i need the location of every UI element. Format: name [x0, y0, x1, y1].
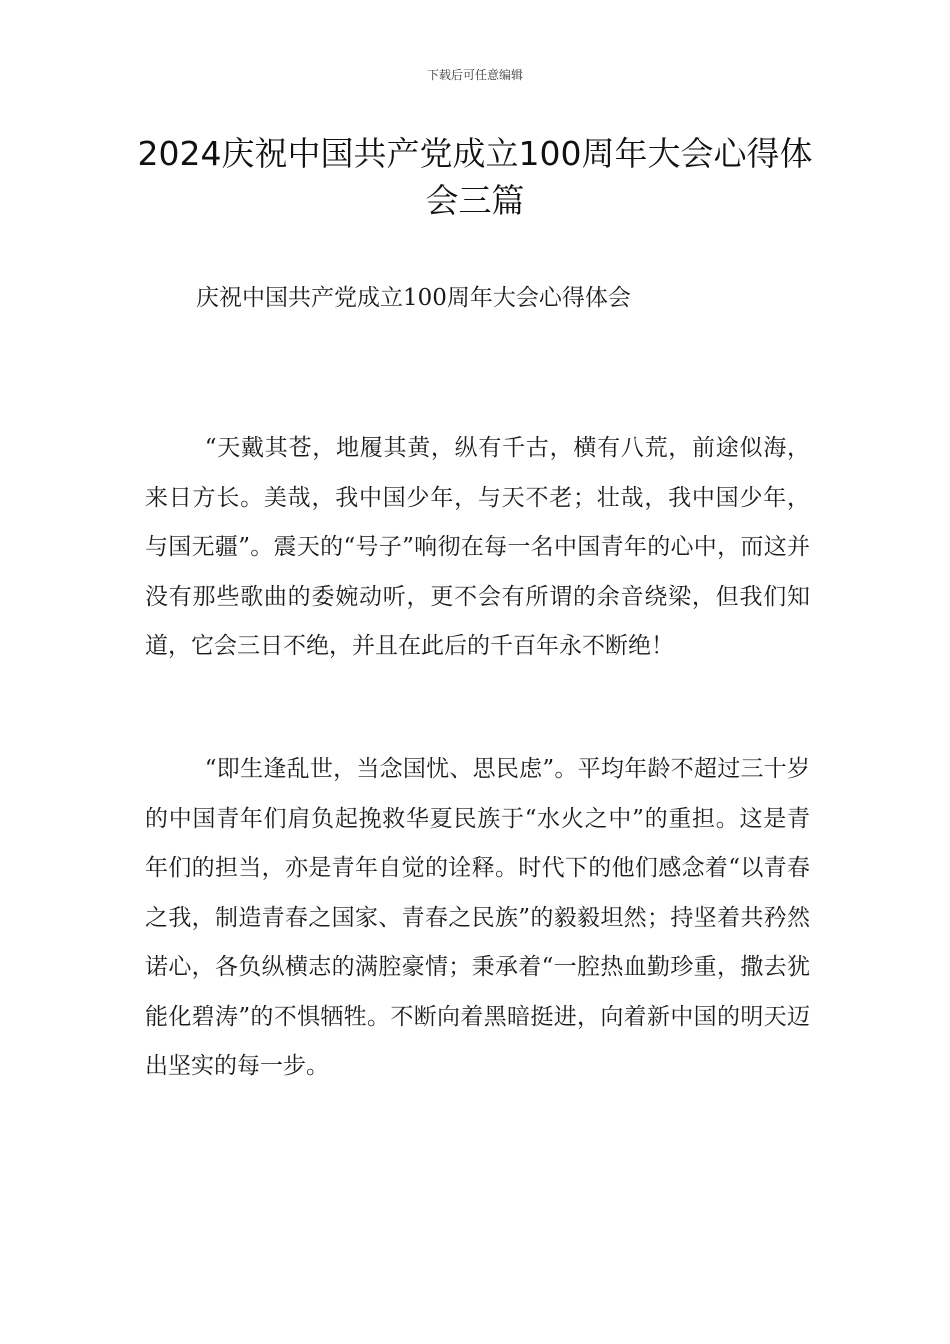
paragraph-1: “天戴其苍，地履其黄，纵有千古，横有八荒，前途似海，来日方长。美哉，我中国少年，与天不老；壮哉，我中国少年，与国无疆”。震天的“号子”响彻在每一名中国青年的心中，而这并没有那些歌曲的委婉动听，更不会有所谓的余音绕梁，但我们知道，它会三日不绝，并且在此后的千百年永不断绝！ — [145, 435, 810, 659]
paragraph-2: “即生逢乱世，当念国忧、思民虑”。平均年龄不超过三十岁的中国青年们肩负起挽救华夏民族于“水火之中”的重担。这是青年们的担当，亦是青年自觉的诠释。时代下的他们感念着“以青春之我，制造青春之国家、青春之民族”的毅毅坦然；持坚着共矜然诺心，各负纵横志的满腔豪情；秉承着“一腔热血勤珍重，撒去犹能化碧涛”的不惧牺牲。不断向着黑暗挺进，向着新中国的明天迈出坚实的每一步。 — [145, 756, 810, 1079]
header-note: 下载后可任意编辑 — [426, 68, 523, 82]
document-title: 2024庆祝中国共产党成立100周年大会心得体会三篇 — [137, 134, 813, 220]
section-subtitle: 庆祝中国共产党成立100周年大会心得体会 — [196, 285, 631, 311]
